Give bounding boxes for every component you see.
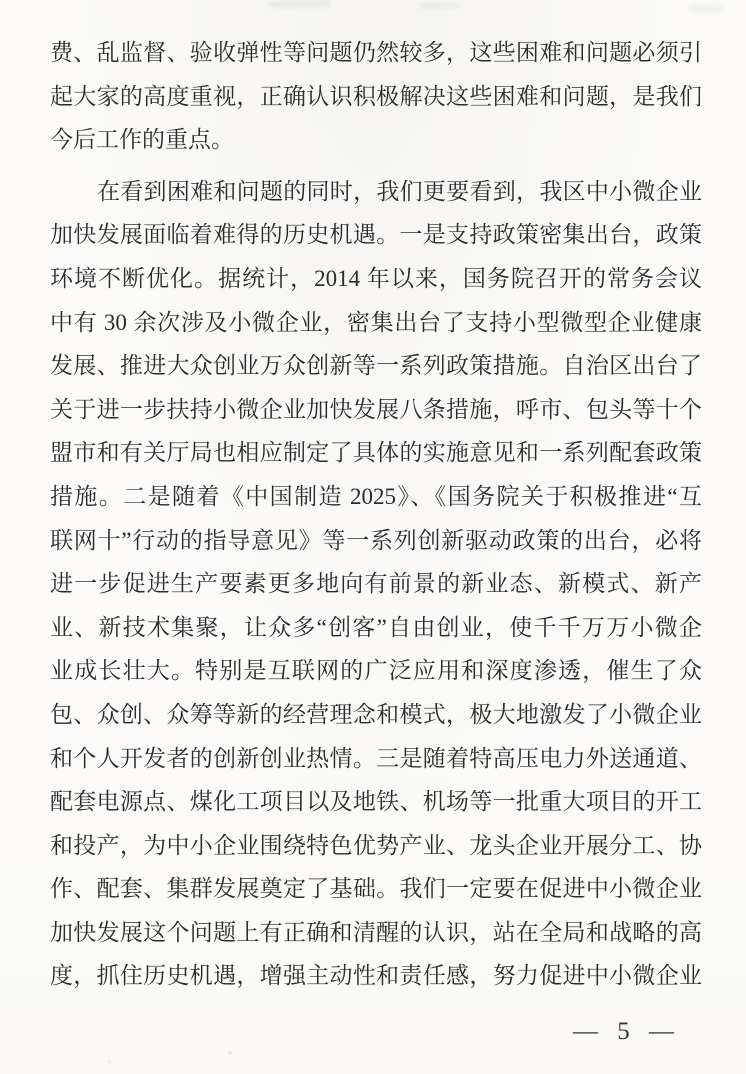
document-line: 加快发展这个问题上有正确和清醒的认识，站在全局和战略的高 — [50, 919, 702, 945]
document-line: 业、新技术集聚，让众多“创客”自由创业，使千千万万小微企 — [50, 614, 702, 640]
document-line: 中有 30 余次涉及小微企业，密集出台了支持小型微型企业健康 — [50, 309, 702, 335]
document-line: 措施。二是随着《中国制造 2025》、《国务院关于积极推进“互 — [50, 483, 702, 509]
document-line: 盟市和有关厅局也相应制定了具体的实施意见和一系列配套政策 — [50, 440, 702, 466]
document-line: 在看到困难和问题的同时，我们更要看到，我区中小微企业 — [97, 178, 702, 204]
scan-smudge — [688, 5, 722, 12]
paragraph — [50, 170, 702, 998]
document-line: 作、配套、集群发展奠定了基础。我们一定要在促进中小微企业 — [50, 876, 702, 902]
document-line: 业成长壮大。特别是互联网的广泛应用和深度渗透，催生了众 — [50, 658, 702, 684]
document-line: 包、众创、众筹等新的经营理念和模式，极大地激发了小微企业 — [50, 701, 702, 727]
document-line: 关于进一步扶持小微企业加快发展八条措施，呼市、包头等十个 — [50, 396, 702, 422]
scan-speck — [228, 1051, 232, 1054]
document-line: 联网十”行动的指导意见》等一系列创新驱动政策的出台，必将 — [50, 527, 702, 553]
document-line: 配套电源点、煤化工项目以及地铁、机场等一批重大项目的开工 — [50, 789, 702, 815]
scan-smudge — [268, 0, 330, 7]
document-line: 起大家的高度重视，正确认识积极解决这些困难和问题，是我们 — [50, 83, 702, 109]
document-line: 和投产，为中小企业围绕特色优势产业、龙头企业开展分工、协 — [50, 832, 702, 858]
page-number: — 5 — — [573, 1018, 675, 1045]
document-line: 进一步促进生产要素更多地向有前景的新业态、新模式、新产 — [50, 571, 702, 597]
document-line: 和个人开发者的创新创业热情。三是随着特高压电力外送通道、 — [50, 745, 702, 771]
document-line: 发展、推进大众创业万众创新等一系列政策措施。自治区出台了 — [50, 353, 702, 379]
document-line: 加快发展面临着难得的历史机遇。一是支持政策密集出台，政策 — [50, 222, 702, 248]
document-line: 费、乱监督、验收弹性等问题仍然较多，这些困难和问题必须引 — [50, 40, 702, 65]
scan-smudge — [418, 3, 460, 8]
document-line: 今后工作的重点。 — [50, 127, 234, 153]
document-line: 环境不断优化。据统计，2014 年以来，国务院召开的常务会议 — [50, 265, 702, 291]
scan-speck — [108, 1060, 111, 1063]
paragraph — [50, 31, 702, 162]
document-line: 度，抓住历史机遇，增强主动性和责任感，努力促进中小微企业 — [50, 963, 702, 989]
document-body — [50, 31, 702, 998]
